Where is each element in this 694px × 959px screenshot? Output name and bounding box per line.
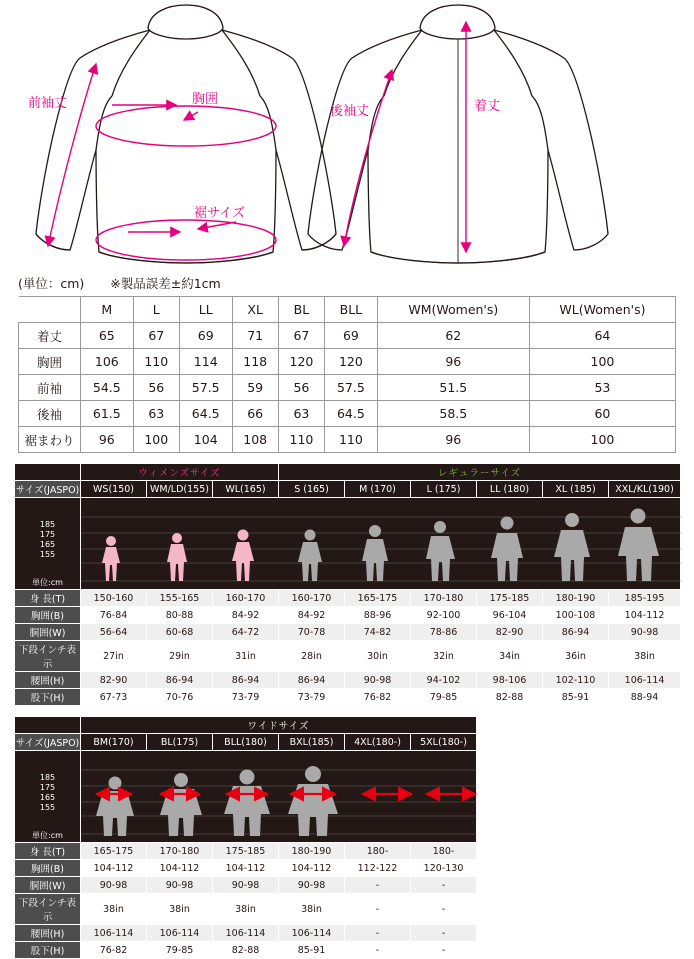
jaspo-table-1 — [14, 463, 681, 706]
size-col-bll: BLL — [325, 297, 378, 323]
cell: 104-112 — [609, 607, 681, 624]
size-table-header-row — [19, 297, 676, 323]
cell: - — [345, 877, 411, 894]
jaspo-row-label-waist: 胴囲(W) — [15, 624, 81, 641]
table-row — [15, 877, 477, 894]
jaspo-col-4xl: 4XL(180-) — [345, 734, 411, 751]
jaspo-header-row — [15, 481, 681, 498]
cell: 38in — [279, 894, 345, 925]
cell: 90-98 — [213, 877, 279, 894]
label-front-sleeve-length: 前袖丈 — [28, 96, 68, 111]
jaspo-row-label-hip: 腰囲(H) — [15, 672, 81, 689]
cell: 94-102 — [411, 672, 477, 689]
cell: 73-79 — [279, 689, 345, 706]
jaspo-col-m: M (170) — [345, 481, 411, 498]
jaspo-col-5xl: 5XL(180-) — [411, 734, 477, 751]
cell: 85-91 — [543, 689, 609, 706]
cell: - — [411, 894, 477, 925]
cell: 100-108 — [543, 607, 609, 624]
cell: 31in — [213, 641, 279, 672]
cell: 80-88 — [147, 607, 213, 624]
axis-tick: 185 — [39, 520, 56, 529]
jaspo-col-s: S (165) — [279, 481, 345, 498]
cell: 86-94 — [279, 672, 345, 689]
cell: 90-98 — [609, 624, 681, 641]
cell: 90-98 — [279, 877, 345, 894]
jaspo-row-label-inseam: 股下(H) — [15, 942, 81, 959]
cell: 64-72 — [213, 624, 279, 641]
cell: 51.5 — [377, 375, 529, 401]
cell: 63 — [133, 401, 179, 427]
cell: 84-92 — [213, 607, 279, 624]
cell: 79-85 — [411, 689, 477, 706]
cell: 118 — [232, 349, 278, 375]
table-row — [15, 641, 681, 672]
cell: 102-110 — [543, 672, 609, 689]
axis-tick: 185 — [39, 773, 56, 782]
cell: 96 — [377, 427, 529, 453]
jaspo-chart-wide — [14, 716, 680, 959]
cell: 84-92 — [279, 607, 345, 624]
jaspo-row-label-chest: 胸囲(B) — [15, 607, 81, 624]
cell: 73-79 — [213, 689, 279, 706]
size-col-xl: XL — [232, 297, 278, 323]
group-label-womens: ウィメンズサイズ — [81, 464, 279, 481]
cell: 90-98 — [147, 877, 213, 894]
cell: 38in — [213, 894, 279, 925]
cell: 110 — [133, 349, 179, 375]
cell: 38in — [81, 894, 147, 925]
cell: 165-175 — [81, 843, 147, 860]
axis-tick: 155 — [39, 803, 56, 812]
cell: 86-94 — [543, 624, 609, 641]
cell: 82-88 — [213, 942, 279, 959]
axis-tick: 165 — [39, 540, 56, 549]
cell: 110 — [278, 427, 324, 453]
jaspo-header-row — [15, 734, 477, 751]
jaspo-height-axis — [15, 751, 81, 843]
cell: 57.5 — [179, 375, 232, 401]
cell: 76-84 — [81, 607, 147, 624]
cell: 100 — [133, 427, 179, 453]
cell: 175-185 — [477, 590, 543, 607]
cell: 150-160 — [81, 590, 147, 607]
row-label-chest: 胸囲 — [19, 349, 81, 375]
size-col-bl: BL — [278, 297, 324, 323]
row-label-front-sleeve: 前袖 — [19, 375, 81, 401]
cell: - — [411, 942, 477, 959]
cell: 74-82 — [345, 624, 411, 641]
cell: 67 — [278, 323, 324, 349]
jaspo-header-label: サイズ(JASPO) — [15, 734, 81, 751]
cell: 96 — [377, 349, 529, 375]
cell: 90-98 — [81, 877, 147, 894]
table-row — [15, 607, 681, 624]
jaspo-row-label-inseam: 股下(H) — [15, 689, 81, 706]
cell: 165-175 — [345, 590, 411, 607]
cell: 180-190 — [279, 843, 345, 860]
table-row — [15, 689, 681, 706]
cell: 180- — [411, 843, 477, 860]
cell: 88-96 — [345, 607, 411, 624]
cell: 170-180 — [147, 843, 213, 860]
jaspo-table-2 — [14, 716, 477, 959]
cell: - — [345, 925, 411, 942]
body-silhouettes-regular — [81, 499, 681, 585]
cell: 64.5 — [179, 401, 232, 427]
size-col-ll: LL — [179, 297, 232, 323]
cell: 106 — [81, 349, 134, 375]
cell: 82-90 — [477, 624, 543, 641]
cell: 58.5 — [377, 401, 529, 427]
cell: 70-76 — [147, 689, 213, 706]
cell: 120-130 — [411, 860, 477, 877]
cell: 38in — [147, 894, 213, 925]
cell: 92-100 — [411, 607, 477, 624]
cell: 62 — [377, 323, 529, 349]
table-row — [15, 894, 477, 925]
cell: 63 — [278, 401, 324, 427]
cell: 71 — [232, 323, 278, 349]
cell: 104-112 — [213, 860, 279, 877]
cell: 96 — [81, 427, 134, 453]
row-label-body-length: 着丈 — [19, 323, 81, 349]
cell: 180- — [345, 843, 411, 860]
row-label-back-sleeve: 後袖 — [19, 401, 81, 427]
cell: 180-190 — [543, 590, 609, 607]
cell: 56-64 — [81, 624, 147, 641]
cell: 104 — [179, 427, 232, 453]
table-row — [15, 843, 477, 860]
cell: 66 — [232, 401, 278, 427]
cell: 64 — [529, 323, 675, 349]
table-row — [19, 323, 676, 349]
cell: 155-165 — [147, 590, 213, 607]
cell: 59 — [232, 375, 278, 401]
cell: 106-114 — [147, 925, 213, 942]
axis-tick: 175 — [39, 783, 56, 792]
table-row — [15, 860, 477, 877]
cell: 76-82 — [81, 942, 147, 959]
jaspo-unit-label: 単位:cm — [32, 578, 63, 587]
size-col-wm: WM(Women's) — [377, 297, 529, 323]
cell: 106-114 — [213, 925, 279, 942]
cell: 70-78 — [279, 624, 345, 641]
jaspo-group-spacer — [15, 717, 81, 734]
label-hem-size: 裾サイズ — [194, 206, 245, 221]
cell: 175-185 — [213, 843, 279, 860]
size-table-corner — [19, 297, 81, 323]
table-row — [15, 624, 681, 641]
cell: 34in — [477, 641, 543, 672]
cell: 100 — [529, 349, 675, 375]
jaspo-group-spacer — [15, 464, 81, 481]
cell: - — [411, 925, 477, 942]
jaspo-group-row — [15, 464, 681, 481]
cell: 53 — [529, 375, 675, 401]
cell: 112-122 — [345, 860, 411, 877]
cell: 60-68 — [147, 624, 213, 641]
jaspo-col-bm: BM(170) — [81, 734, 147, 751]
size-col-m: M — [81, 297, 134, 323]
label-body-length: 着丈 — [474, 99, 501, 114]
axis-tick: 155 — [39, 550, 56, 559]
cell: 108 — [232, 427, 278, 453]
size-col-l: L — [133, 297, 179, 323]
tolerance-label: ※製品誤差±約1cm — [110, 276, 221, 291]
cell: 85-91 — [279, 942, 345, 959]
axis-tick: 165 — [39, 793, 56, 802]
jaspo-col-xxl: XXL/KL(190) — [609, 481, 681, 498]
cell: 28in — [279, 641, 345, 672]
table-row — [15, 590, 681, 607]
cell: 38in — [609, 641, 681, 672]
cell: 82-90 — [81, 672, 147, 689]
cell: 88-94 — [609, 689, 681, 706]
cell: - — [411, 877, 477, 894]
cell: 69 — [179, 323, 232, 349]
table-row — [19, 375, 676, 401]
cell: 104-112 — [81, 860, 147, 877]
cell: 86-94 — [213, 672, 279, 689]
jaspo-row-label-height: 身 長(T) — [15, 843, 81, 860]
jaspo-row-label-waist: 胴囲(W) — [15, 877, 81, 894]
table-row — [19, 349, 676, 375]
cell: - — [345, 894, 411, 925]
axis-tick: 175 — [39, 530, 56, 539]
jacket-measurement-diagram — [0, 0, 694, 270]
cell: 90-98 — [345, 672, 411, 689]
unit-label: (単位：cm) — [18, 276, 85, 291]
jaspo-col-bll: BLL(180) — [213, 734, 279, 751]
cell: 30in — [345, 641, 411, 672]
jaspo-col-bxl: BXL(185) — [279, 734, 345, 751]
jaspo-chart-regular — [14, 463, 680, 706]
body-silhouettes-wide — [81, 752, 477, 838]
cell: 106-114 — [609, 672, 681, 689]
cell: 106-114 — [279, 925, 345, 942]
cell: 54.5 — [81, 375, 134, 401]
jaspo-col-wm: WM/LD(155) — [147, 481, 213, 498]
jaspo-row-label-inch: 下段インチ表示 — [15, 894, 81, 925]
jaspo-row-label-inch: 下段インチ表示 — [15, 641, 81, 672]
cell: 110 — [325, 427, 378, 453]
jaspo-height-axis — [15, 498, 81, 590]
cell: 56 — [278, 375, 324, 401]
cell: 67 — [133, 323, 179, 349]
cell: 27in — [81, 641, 147, 672]
jaspo-unit-label: 単位:cm — [32, 831, 63, 840]
cell: 114 — [179, 349, 232, 375]
jaspo-col-l: L (175) — [411, 481, 477, 498]
size-table — [18, 296, 676, 453]
jaspo-col-wl: WL(165) — [213, 481, 279, 498]
table-row — [19, 401, 676, 427]
cell: 61.5 — [81, 401, 134, 427]
jaspo-group-row — [15, 717, 477, 734]
cell: 65 — [81, 323, 134, 349]
group-label-regular: レギュラーサイズ — [279, 464, 681, 481]
cell: 76-82 — [345, 689, 411, 706]
jaspo-body-figures — [81, 751, 477, 843]
cell: 82-88 — [477, 689, 543, 706]
cell: 78-86 — [411, 624, 477, 641]
cell: 56 — [133, 375, 179, 401]
table-row — [15, 942, 477, 959]
jaspo-row-label-hip: 腰囲(H) — [15, 925, 81, 942]
cell: 69 — [325, 323, 378, 349]
jaspo-figure-row — [15, 498, 681, 590]
jaspo-row-label-height: 身 長(T) — [15, 590, 81, 607]
jaspo-header-label: サイズ(JASPO) — [15, 481, 81, 498]
cell: 185-195 — [609, 590, 681, 607]
jaspo-col-xl: XL (185) — [543, 481, 609, 498]
cell: 120 — [278, 349, 324, 375]
jaspo-row-label-chest: 胸囲(B) — [15, 860, 81, 877]
cell: 160-170 — [279, 590, 345, 607]
table-row — [15, 672, 681, 689]
cell: 120 — [325, 349, 378, 375]
cell: 86-94 — [147, 672, 213, 689]
jacket-illustrations — [0, 0, 694, 270]
cell: 29in — [147, 641, 213, 672]
jaspo-col-bl: BL(175) — [147, 734, 213, 751]
unit-note — [0, 270, 694, 296]
table-row — [15, 925, 477, 942]
cell: 96-104 — [477, 607, 543, 624]
label-back-sleeve-length: 後袖丈 — [330, 104, 370, 119]
table-row — [19, 427, 676, 453]
cell: 170-180 — [411, 590, 477, 607]
cell: 32in — [411, 641, 477, 672]
jaspo-col-ll: LL (180) — [477, 481, 543, 498]
cell: 64.5 — [325, 401, 378, 427]
cell: 36in — [543, 641, 609, 672]
jaspo-col-ws: WS(150) — [81, 481, 147, 498]
cell: 57.5 — [325, 375, 378, 401]
row-label-hem: 裾まわり — [19, 427, 81, 453]
cell: 160-170 — [213, 590, 279, 607]
cell: 100 — [529, 427, 675, 453]
label-chest-width: 胸囲 — [192, 92, 219, 107]
cell: 98-106 — [477, 672, 543, 689]
cell: 106-114 — [81, 925, 147, 942]
cell: 67-73 — [81, 689, 147, 706]
cell: - — [345, 942, 411, 959]
size-col-wl: WL(Women's) — [529, 297, 675, 323]
jaspo-figure-row — [15, 751, 477, 843]
cell: 104-112 — [147, 860, 213, 877]
group-label-wide: ワイドサイズ — [81, 717, 477, 734]
cell: 79-85 — [147, 942, 213, 959]
cell: 104-112 — [279, 860, 345, 877]
size-table-container — [0, 296, 694, 453]
cell: 60 — [529, 401, 675, 427]
jaspo-body-figures — [81, 498, 681, 590]
